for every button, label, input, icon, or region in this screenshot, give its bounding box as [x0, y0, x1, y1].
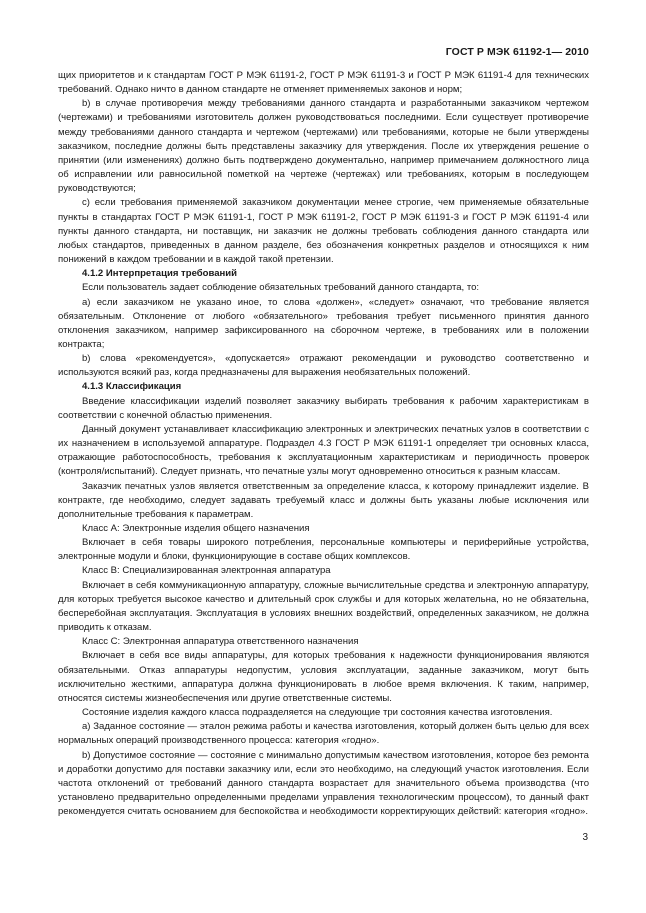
section-heading: 4.1.2 Интерпретация требований	[82, 268, 238, 280]
paragraph: b) слова «рекомендуется», «допускается» отражают рекомендации и руководство соответственно и используются всякий раз, когда предназначены для выражения необязательных положений.	[58, 353, 589, 379]
paragraph: Если пользователь задает соблюдение обязательных требований данного стандарта, то:	[82, 282, 480, 294]
paragraph: Данный документ устанавливает классификацию электронных и электрических печатных узлов в соответствии с их назначением в используемой аппаратуре. Подраздел 4.3 ГОСТ Р МЭК 61191-1 определяет три основных класса, отражающие работоспособность, требования к эксплуатационным характеристикам и периодичность проверок (контроля/испытаний). Следует признать, что печатные узлы могут одновременно относиться к разным классам.	[58, 423, 589, 478]
class-title: Класс A: Электронные изделия общего назначения	[82, 523, 310, 534]
paragraph: b) Допустимое состояние — состояние с минимально допустимым качеством изготовления, которое без ремонта и доработки допустимо для поставки заказчику или, если это необходимо, на следующий участок изготовления. Если частота отклонений от требований данного стандарта возрастает для значительного объема производства (что установлено предварительно определенными пределами управления технологическим процессом), то данный факт рекомендуется считать основанием для беспокойства и необходимости корректирующих действий: категория «годно».	[58, 749, 589, 818]
class-title: Класс B: Специализированная электронная аппаратура	[82, 565, 331, 577]
paragraph: Включает в себя коммуникационную аппаратуру, сложные вычислительные средства и электронную аппаратуру, для которых требуется высокое качество и длительный срок службы и для которых желательна, но не обязательна, бесперебойная эксплуатация. Эксплуатация в условиях внешних воздействий, определенных заказчиком, не должна приводить к отказам.	[58, 579, 589, 634]
page-number: 3	[582, 832, 588, 843]
paragraph: Включает в себя все виды аппаратуры, для которых требования к надежности функционирования являются обязательными. Отказ аппаратуры недопустим, условия эксплуатации, заданные заказчиком, могут быть исключительно жесткими, аппаратура должна функционировать в любое время включения. К таким, например, относятся системы жизнеобеспечения или другие ответственные системы.	[58, 650, 589, 704]
paragraph: Включает в себя товары широкого потребления, персональные компьютеры и периферийные устройства, электронные модули и блоки, функционирующие в составе общих комплексов.	[58, 537, 589, 563]
paragraph: Заказчик печатных узлов является ответственным за определение класса, к которому принадлежит изделие. В контракте, где необходимо, следует задавать требуемый класс и должны быть указаны любые исключения или дополнительные требования к параметрам.	[58, 480, 589, 520]
section-heading: 4.1.3 Классификация	[82, 381, 182, 393]
paragraph: щих приоритетов и к стандартам ГОСТ Р МЭК 61191-2, ГОСТ Р МЭК 61191-3 и ГОСТ Р МЭК 61191-4 для технических требований. Однако ничто в данном стандарте не отменяет применяемых законов и норм;	[58, 70, 589, 96]
paragraph: Введение классификации изделий позволяет заказчику выбирать требования к рабочим характеристикам в соответствии с конечной областью применения.	[58, 395, 589, 421]
paragraph: b) в случае противоречия между требованиями данного стандарта и разработанными заказчиком чертежом (чертежами) и требованиями изготовитель должен руководствоваться последними. Если существует противоречие между требованиями данного стандарта и чертежом (чертежами) или требованиями, которые не были утверждены заказчиком, последние должны быть представлены заказчику для утверждения. После их утверждения решение о принятии (или изменениях) должно быть подтверждено документально, например примечанием должностного лица об исправлении или равносильной пометкой на чертеже (чертежах) или требованиях, которым в последующем руководствуются;	[58, 98, 589, 195]
document-header: ГОСТ Р МЭК 61192-1— 2010	[445, 46, 589, 58]
class-title: Класс C: Электронная аппаратура ответственного назначения	[82, 636, 359, 648]
paragraph: a) Заданное состояние — эталон режима работы и качества изготовления, который должен быть целью для всех нормальных операций производственного процесса: категория «годно».	[58, 721, 589, 747]
paragraph: Состояние изделия каждого класса подразделяется на следующие три состояния качества изготовления.	[82, 707, 553, 719]
paragraph: a) если заказчиком не указано иное, то слова «должен», «следует» означают, что требование является обязательным. Отклонение от любого «обязательного» требования требует письменного принятия данного отклонения заказчиком, например зафиксированного на сборочном чертеже, в требованиях или в положении контракта;	[58, 296, 589, 350]
paragraph: c) если требования применяемой заказчиком документации менее строгие, чем применяемые обязательные пункты в стандартах ГОСТ Р МЭК 61191-1, ГОСТ Р МЭК 61191-2, ГОСТ Р МЭК 61191-3 и ГОСТ Р МЭК 61191-4 или пункты данного стандарта, ни поставщик, ни заказчик не должны требовать соблюдения данного стандарта или любых стандартов, приведенных в данном разделе, без обозначения конкретных разделов и относящихся к ним понижений в каждом требовании и в каждой такой претензии.	[58, 197, 589, 266]
document-body	[58, 69, 589, 819]
